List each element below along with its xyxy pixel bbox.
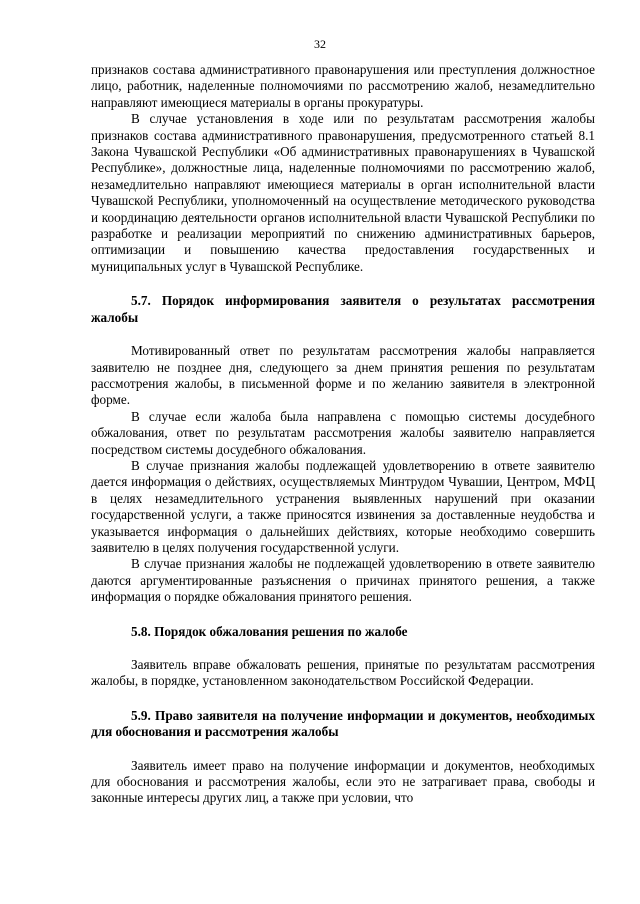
paragraph: В случае признания жалобы подлежащей удовлетворению в ответе заявителю дается информация о действиях, осуществляемых Минтрудом Чувашии, Центром, МФЦ в целях незамедлительного устранения выявленных нарушений при оказании государственной услуги, а также приносятся извинения за доставленные неудобства и указывается информация о дальнейших действиях, которые необходимо совершить заявителю в целях получения государственной услуги.	[91, 457, 595, 555]
page-number: 32	[314, 37, 326, 51]
paragraph: В случае признания жалобы не подлежащей удовлетворению в ответе заявителю даются аргументированные разъяснения о причинах принятого решения, а также информация о порядке обжалования принятого решения.	[91, 556, 595, 605]
paragraph: Мотивированный ответ по результатам рассмотрения жалобы направляется заявителю не позднее дня, следующего за днем принятия решения по результатам рассмотрения жалобы, в письменной форме и по желанию заявителя в электронной форме.	[91, 343, 595, 408]
paragraph: В случае установления в ходе или по результатам рассмотрения жалобы признаков состава административного правонарушения, предусмотренного статьей 8.1 Закона Чувашской Республики «Об административных правонарушениях в Чувашской Республике», должностные лица, наделенные полномочиями по рассмотрению жалоб, незамедлительно направляют имеющиеся материалы в орган исполнительной власти Чувашской Республики, уполномоченный на осуществление методического руководства и координацию деятельности органов исполнительной власти Чувашской Республики по разработке и реализации мероприятий по снижению административных барьеров, оптимизации и повышению качества предоставления государственных и муниципальных услуг в Чувашской Республике.	[91, 111, 595, 274]
paragraph: признаков состава административного правонарушения или преступления должностное лицо, работник, наделенные полномочиями по рассмотрению жалоб, незамедлительно направляют имеющиеся материалы в органы прокуратуры.	[91, 62, 595, 110]
document-body	[91, 62, 595, 807]
section-heading-5-9: 5.9. Право заявителя на получение информации и документов, необходимых для обоснования и рассмотрения жалобы	[91, 707, 595, 740]
paragraph: Заявитель имеет право на получение информации и документов, необходимых для обоснования и рассмотрения жалобы, если это не затрагивает права, свободы и законные интересы других лиц, а также при условии, что	[91, 757, 595, 806]
section-heading-5-7: 5.7. Порядок информирования заявителя о результатах рассмотрения жалобы	[91, 293, 595, 325]
paragraph: В случае если жалоба была направлена с помощью системы досудебного обжалования, ответ по результатам рассмотрения жалобы заявителю направляется посредством системы досудебного обжалования.	[91, 408, 595, 457]
section-heading-5-8: 5.8. Порядок обжалования решения по жалобе	[131, 623, 408, 639]
paragraph: Заявитель вправе обжаловать решения, принятые по результатам рассмотрения жалобы, в порядке, установленном законодательством Российской Федерации.	[91, 657, 595, 689]
